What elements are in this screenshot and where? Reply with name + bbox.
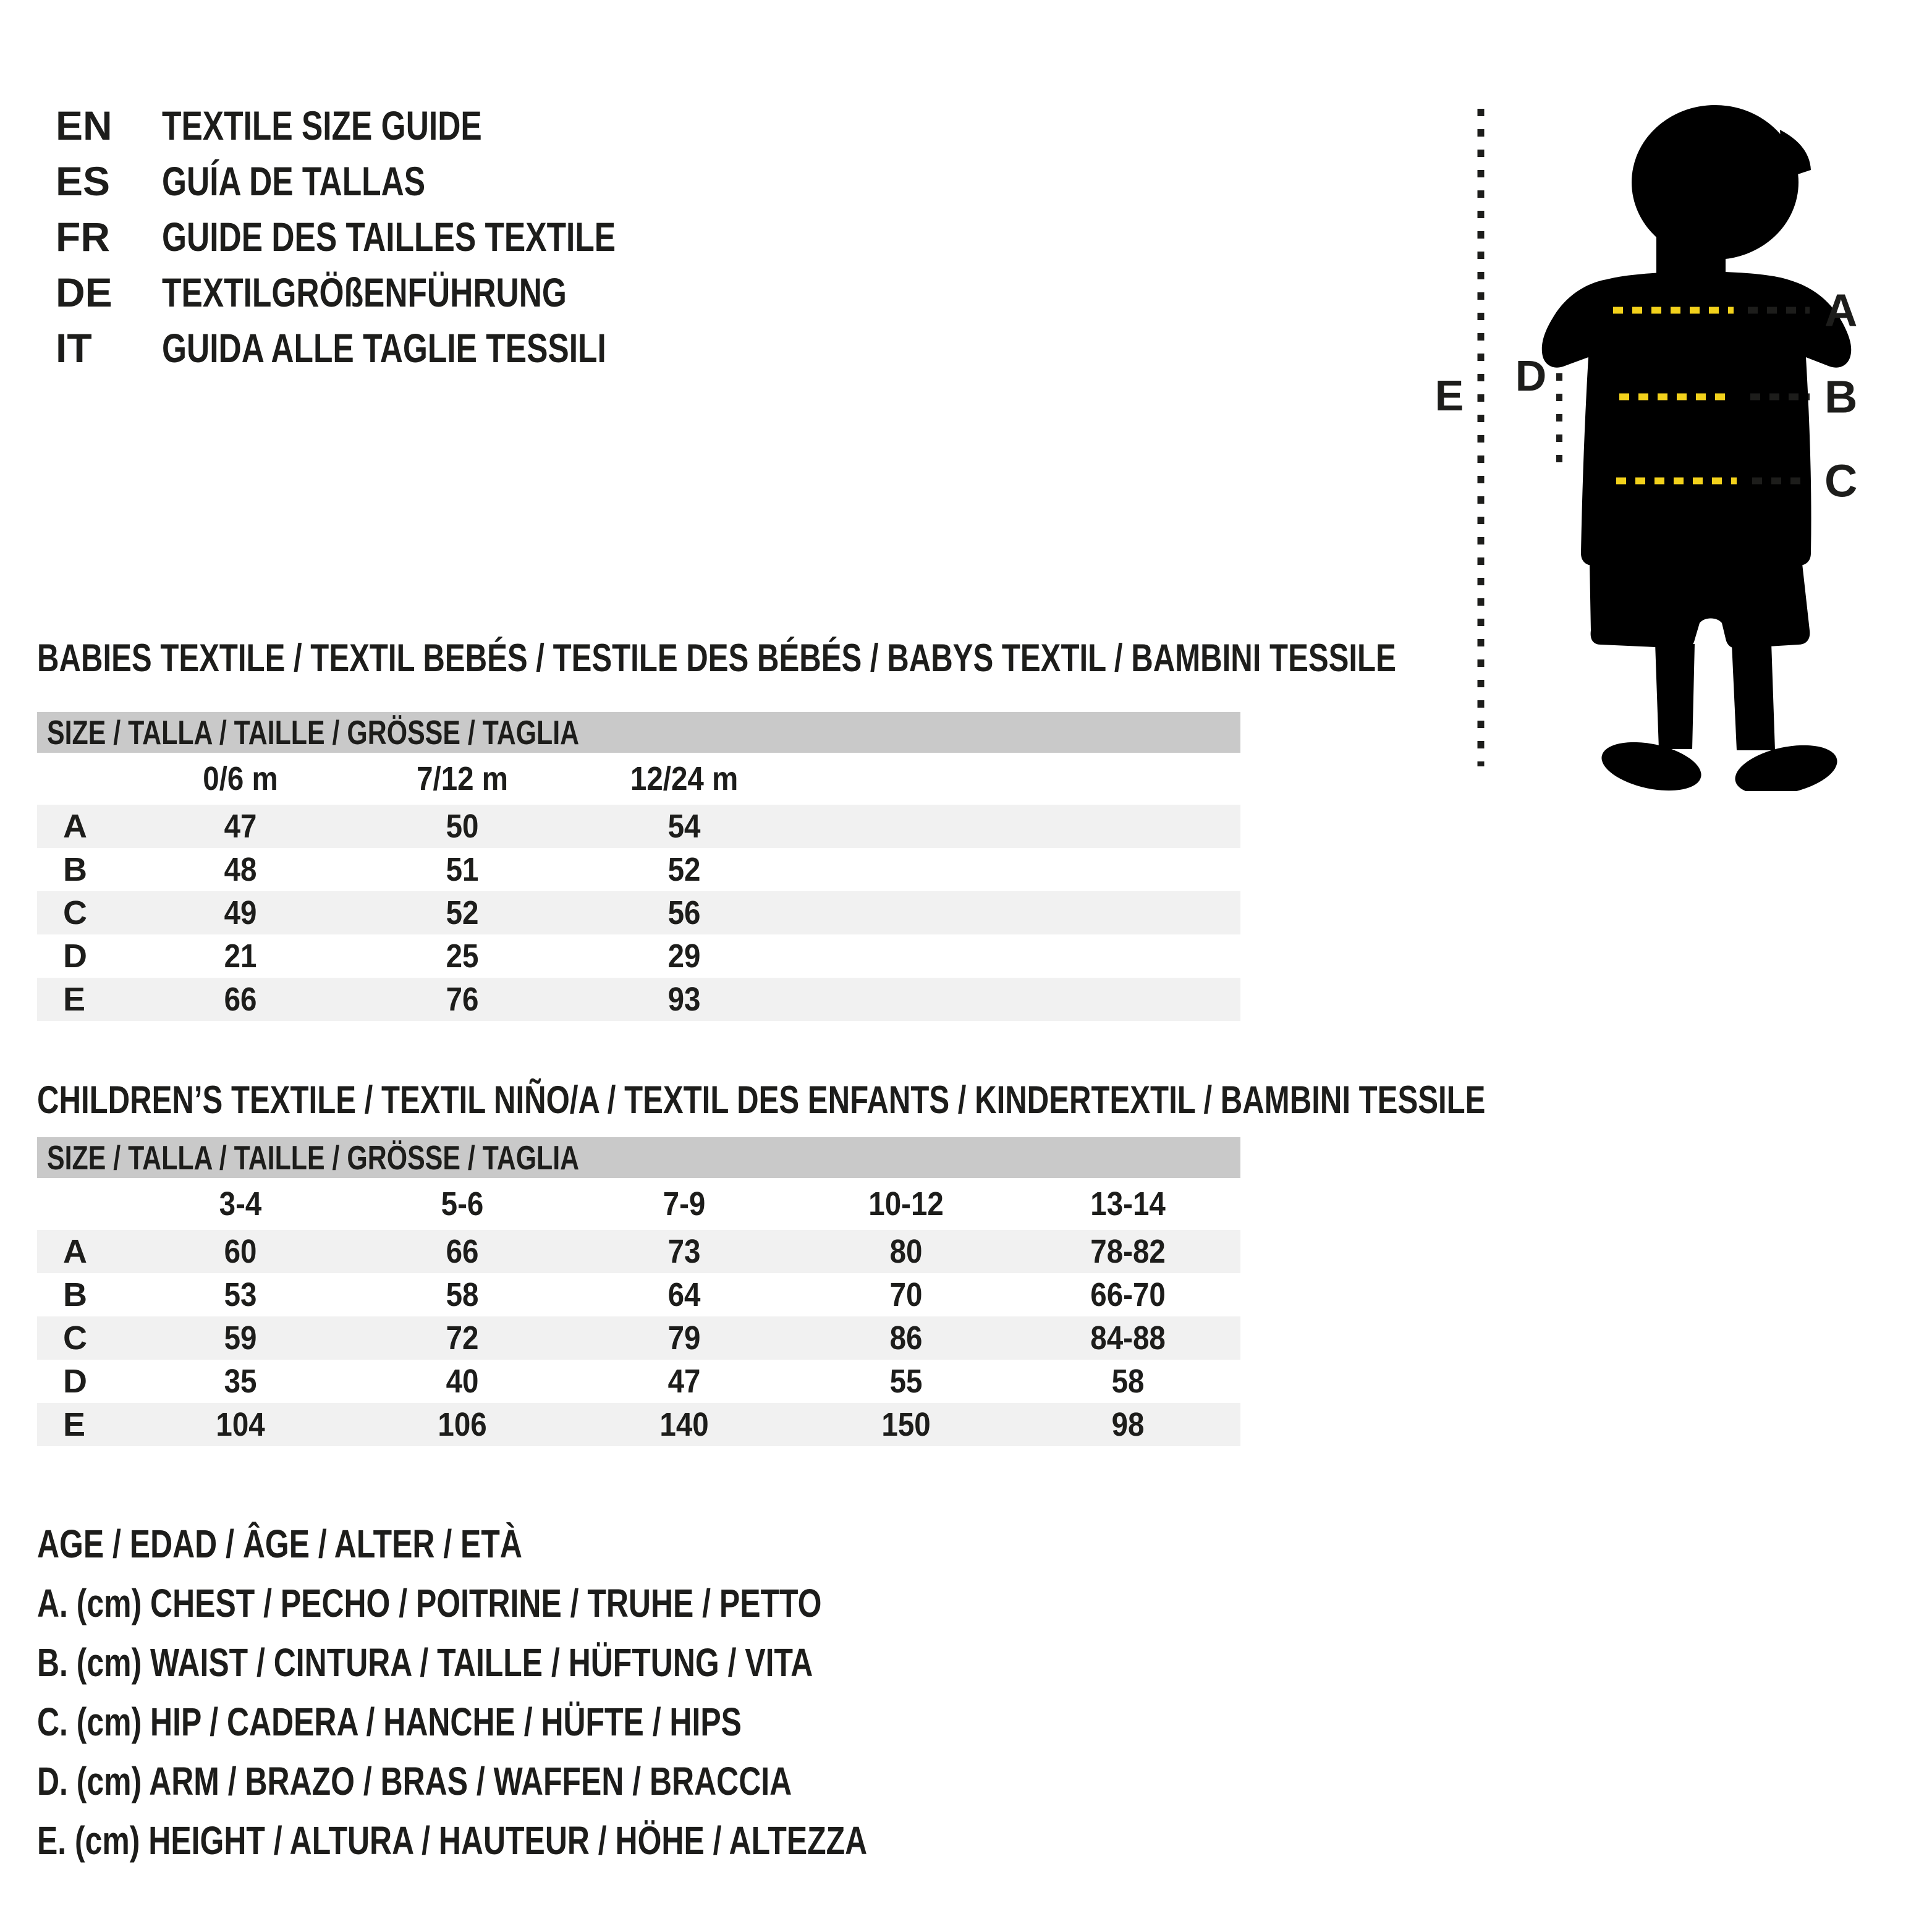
table-cell: 78-82 (1090, 1233, 1166, 1270)
guide-title: TEXTILGRÖßENFÜHRUNG (162, 269, 567, 315)
column-header: 0/6 m (203, 760, 279, 797)
table-row (37, 891, 1240, 934)
table-row (37, 978, 1240, 1021)
table-cell: 55 (890, 1363, 923, 1400)
table-cell: 79 (668, 1320, 701, 1357)
legend-line-chest: A. (cm) CHEST / PECHO / POITRINE / TRUHE / PETTO (37, 1581, 822, 1625)
table-cell: 29 (668, 938, 701, 975)
table-cell: 70 (890, 1276, 923, 1313)
table-cell: 76 (446, 981, 479, 1018)
table-row (37, 805, 1240, 848)
language-code: FR (56, 214, 110, 260)
row-label: D (63, 1363, 87, 1400)
legend-line-age: AGE / EDAD / ÂGE / ALTER / ETÀ (37, 1522, 522, 1566)
measure-label-B: B (1824, 371, 1858, 423)
table-cell: 53 (224, 1276, 257, 1313)
row-label: A (63, 808, 87, 845)
table-cell: 58 (446, 1276, 479, 1313)
table-cell: 106 (438, 1406, 488, 1443)
children-size-table (37, 1137, 1240, 1446)
child-silhouette (1542, 105, 1851, 791)
measure-label-A: A (1824, 284, 1858, 336)
table-cell: 51 (446, 851, 479, 888)
table-cell: 47 (668, 1363, 701, 1400)
row-label: B (63, 1276, 87, 1313)
guide-title: GUIDA ALLE TAGLIE TESSILI (162, 325, 606, 371)
table-cell: 59 (224, 1320, 257, 1357)
language-code: EN (56, 103, 112, 148)
row-label: C (63, 894, 87, 931)
row-label: E (63, 981, 86, 1018)
table-row (37, 1360, 1240, 1403)
table-row (37, 1230, 1240, 1273)
table-cell: 54 (668, 808, 701, 845)
language-code: IT (56, 325, 92, 371)
table-cell: 80 (890, 1233, 923, 1270)
table-row (37, 848, 1240, 891)
language-row (56, 153, 744, 209)
measure-label-E: E (1434, 371, 1464, 420)
row-label: D (63, 938, 87, 975)
table-cell: 84-88 (1090, 1320, 1166, 1357)
table-cell: 60 (224, 1233, 257, 1270)
table-cell: 21 (224, 938, 257, 975)
table-cell: 58 (1112, 1363, 1145, 1400)
measure-label-C: C (1824, 455, 1858, 507)
language-title-list (56, 98, 744, 376)
table-cell: 150 (881, 1406, 931, 1443)
table-cell: 66 (224, 981, 257, 1018)
table-cell: 72 (446, 1320, 479, 1357)
table-row (37, 1273, 1240, 1316)
language-code: DE (56, 269, 112, 315)
language-row (56, 265, 744, 320)
size-header-text: SIZE / TALLA / TAILLE / GRÖSSE / TAGLIA (47, 713, 580, 752)
measure-label-D: D (1515, 352, 1547, 400)
table-cell: 40 (446, 1363, 479, 1400)
table-cell: 47 (224, 808, 257, 845)
children-section-heading (37, 1078, 1894, 1122)
children-table-header-band (37, 1137, 1240, 1178)
column-header: 7-9 (663, 1185, 706, 1222)
table-cell: 52 (446, 894, 479, 931)
guide-title: TEXTILE SIZE GUIDE (162, 103, 482, 148)
children-section-heading-text: CHILDREN’S TEXTILE / TEXTIL NIÑO/A / TEXTIL DES ENFANTS / KINDERTEXTIL / BAMBINI TESSILE (37, 1078, 1486, 1122)
babies-table-header-band (37, 712, 1240, 753)
table-cell: 140 (659, 1406, 710, 1443)
legend-line-hip: C. (cm) HIP / CADERA / HANCHE / HÜFTE / HIPS (37, 1700, 742, 1744)
table-cell: 49 (224, 894, 257, 931)
babies-size-table (37, 712, 1240, 1021)
language-code: ES (56, 158, 111, 204)
babies-section-heading-text: BABIES TEXTILE / TEXTIL BEBÉS / TESTILE DES BÉBÉS / BABYS TEXTIL / BAMBINI TESSILE (37, 637, 1396, 680)
column-header: 3-4 (219, 1185, 262, 1222)
table-cell: 50 (446, 808, 479, 845)
language-row (56, 98, 744, 153)
row-label: E (63, 1406, 86, 1443)
table-cell: 48 (224, 851, 257, 888)
babies-column-header-row (37, 753, 1240, 805)
table-cell: 66 (446, 1233, 479, 1270)
row-label: A (63, 1233, 87, 1270)
language-row (56, 320, 744, 376)
column-header: 12/24 m (630, 760, 739, 797)
table-cell: 93 (668, 981, 701, 1018)
size-header-text: SIZE / TALLA / TAILLE / GRÖSSE / TAGLIA (47, 1138, 580, 1177)
measurement-figure (1409, 87, 1932, 791)
table-cell: 104 (216, 1406, 266, 1443)
language-row (56, 209, 744, 265)
row-label: B (63, 851, 87, 888)
table-cell: 66-70 (1090, 1276, 1166, 1313)
table-row (37, 1403, 1240, 1446)
legend-line-waist: B. (cm) WAIST / CINTURA / TAILLE / HÜFTUNG / VITA (37, 1640, 813, 1685)
guide-title: GUIDE DES TAILLES TEXTILE (162, 214, 616, 260)
table-cell: 73 (668, 1233, 701, 1270)
table-cell: 56 (668, 894, 701, 931)
legend-line-arm: D. (cm) ARM / BRAZO / BRAS / WAFFEN / BRACCIA (37, 1759, 792, 1803)
table-cell: 35 (224, 1363, 257, 1400)
table-cell: 86 (890, 1320, 923, 1357)
column-header: 7/12 m (417, 760, 509, 797)
column-header: 13-14 (1090, 1185, 1166, 1222)
children-column-header-row (37, 1178, 1240, 1230)
legend-line-height: E. (cm) HEIGHT / ALTURA / HAUTEUR / HÖHE / ALTEZZA (37, 1818, 868, 1863)
measurement-legend (37, 1514, 1101, 1870)
table-cell: 98 (1112, 1406, 1145, 1443)
table-cell: 52 (668, 851, 701, 888)
table-row (37, 934, 1240, 978)
table-cell: 64 (668, 1276, 701, 1313)
babies-section-heading (37, 637, 1779, 680)
table-row (37, 1316, 1240, 1360)
column-header: 5-6 (441, 1185, 484, 1222)
row-label: C (63, 1320, 87, 1357)
guide-title: GUÍA DE TALLAS (162, 158, 426, 204)
table-cell: 25 (446, 938, 479, 975)
column-header: 10-12 (868, 1185, 944, 1222)
